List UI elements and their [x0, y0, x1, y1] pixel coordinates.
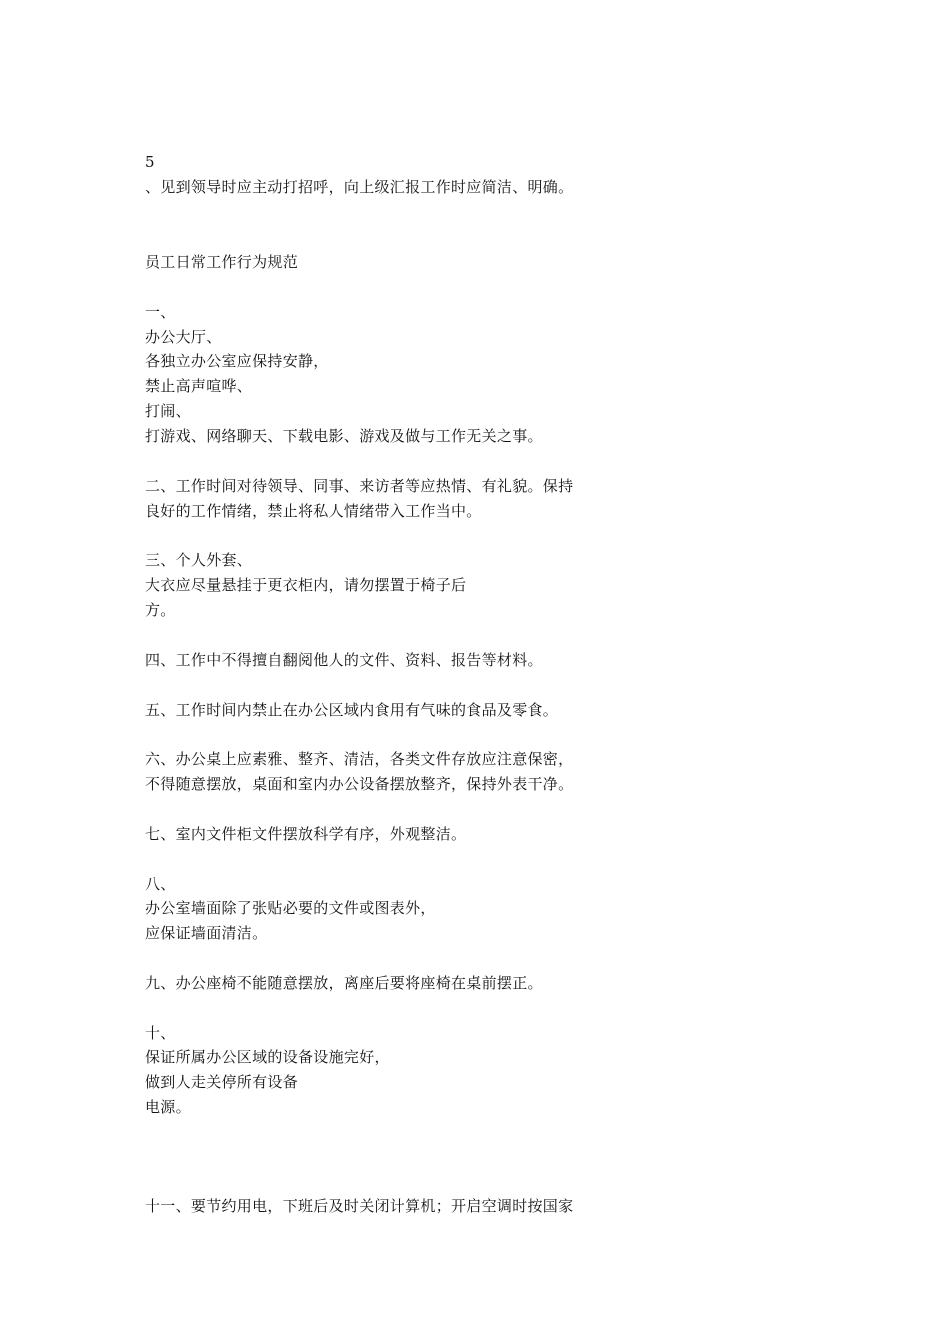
paragraph-line: 不得随意摆放，桌面和室内办公设备摆放整齐，保持外表干净。 [145, 775, 574, 793]
paragraph-line: 做到人走关停所有设备 [145, 1073, 299, 1091]
paragraph-line: 五、工作时间内禁止在办公区域内食用有气味的食品及零食。 [145, 701, 559, 719]
paragraph-line: 、见到领导时应主动打招呼，向上级汇报工作时应简洁、明确。 [145, 178, 574, 196]
paragraph-line: 打闹、 [145, 402, 191, 420]
paragraph-line: 良好的工作情绪，禁止将私人情绪带入工作当中。 [145, 502, 482, 520]
list-number: 5 [145, 153, 155, 171]
paragraph-line: 二、工作时间对待领导、同事、来访者等应热情、有礼貌。保持 [145, 477, 574, 495]
paragraph-line: 办公室墙面除了张贴必要的文件或图表外， [145, 899, 436, 917]
paragraph-line: 十一、要节约用电，下班后及时关闭计算机；开启空调时按国家 [145, 1197, 574, 1215]
paragraph-line: 电源。 [145, 1098, 191, 1116]
paragraph-line: 禁止高声喧哗、 [145, 377, 253, 395]
paragraph-line: 四、工作中不得擅自翻阅他人的文件、资料、报告等材料。 [145, 651, 543, 669]
item-number: 一、 [145, 303, 176, 321]
paragraph-line: 应保证墙面清洁。 [145, 924, 268, 942]
paragraph-line: 办公大厅、 [145, 328, 222, 346]
section-title: 员工日常工作行为规范 [145, 253, 299, 271]
item-number: 十、 [145, 1024, 176, 1042]
paragraph-line: 大衣应尽量悬挂于更衣柜内，请勿摆置于椅子后 [145, 576, 467, 594]
paragraph-line: 各独立办公室应保持安静， [145, 352, 329, 370]
paragraph-line: 七、室内文件柜文件摆放科学有序，外观整洁。 [145, 825, 467, 843]
paragraph-line: 三、个人外套、 [145, 551, 253, 569]
paragraph-line: 保证所属办公区域的设备设施完好， [145, 1048, 390, 1066]
paragraph-line: 六、办公桌上应素雅、整齐、清洁，各类文件存放应注意保密， [145, 750, 574, 768]
paragraph-line: 打游戏、网络聊天、下载电影、游戏及做与工作无关之事。 [145, 427, 543, 445]
paragraph-line: 方。 [145, 601, 176, 619]
item-number: 八、 [145, 875, 176, 893]
paragraph-line: 九、办公座椅不能随意摆放，离座后要将座椅在桌前摆正。 [145, 974, 543, 992]
